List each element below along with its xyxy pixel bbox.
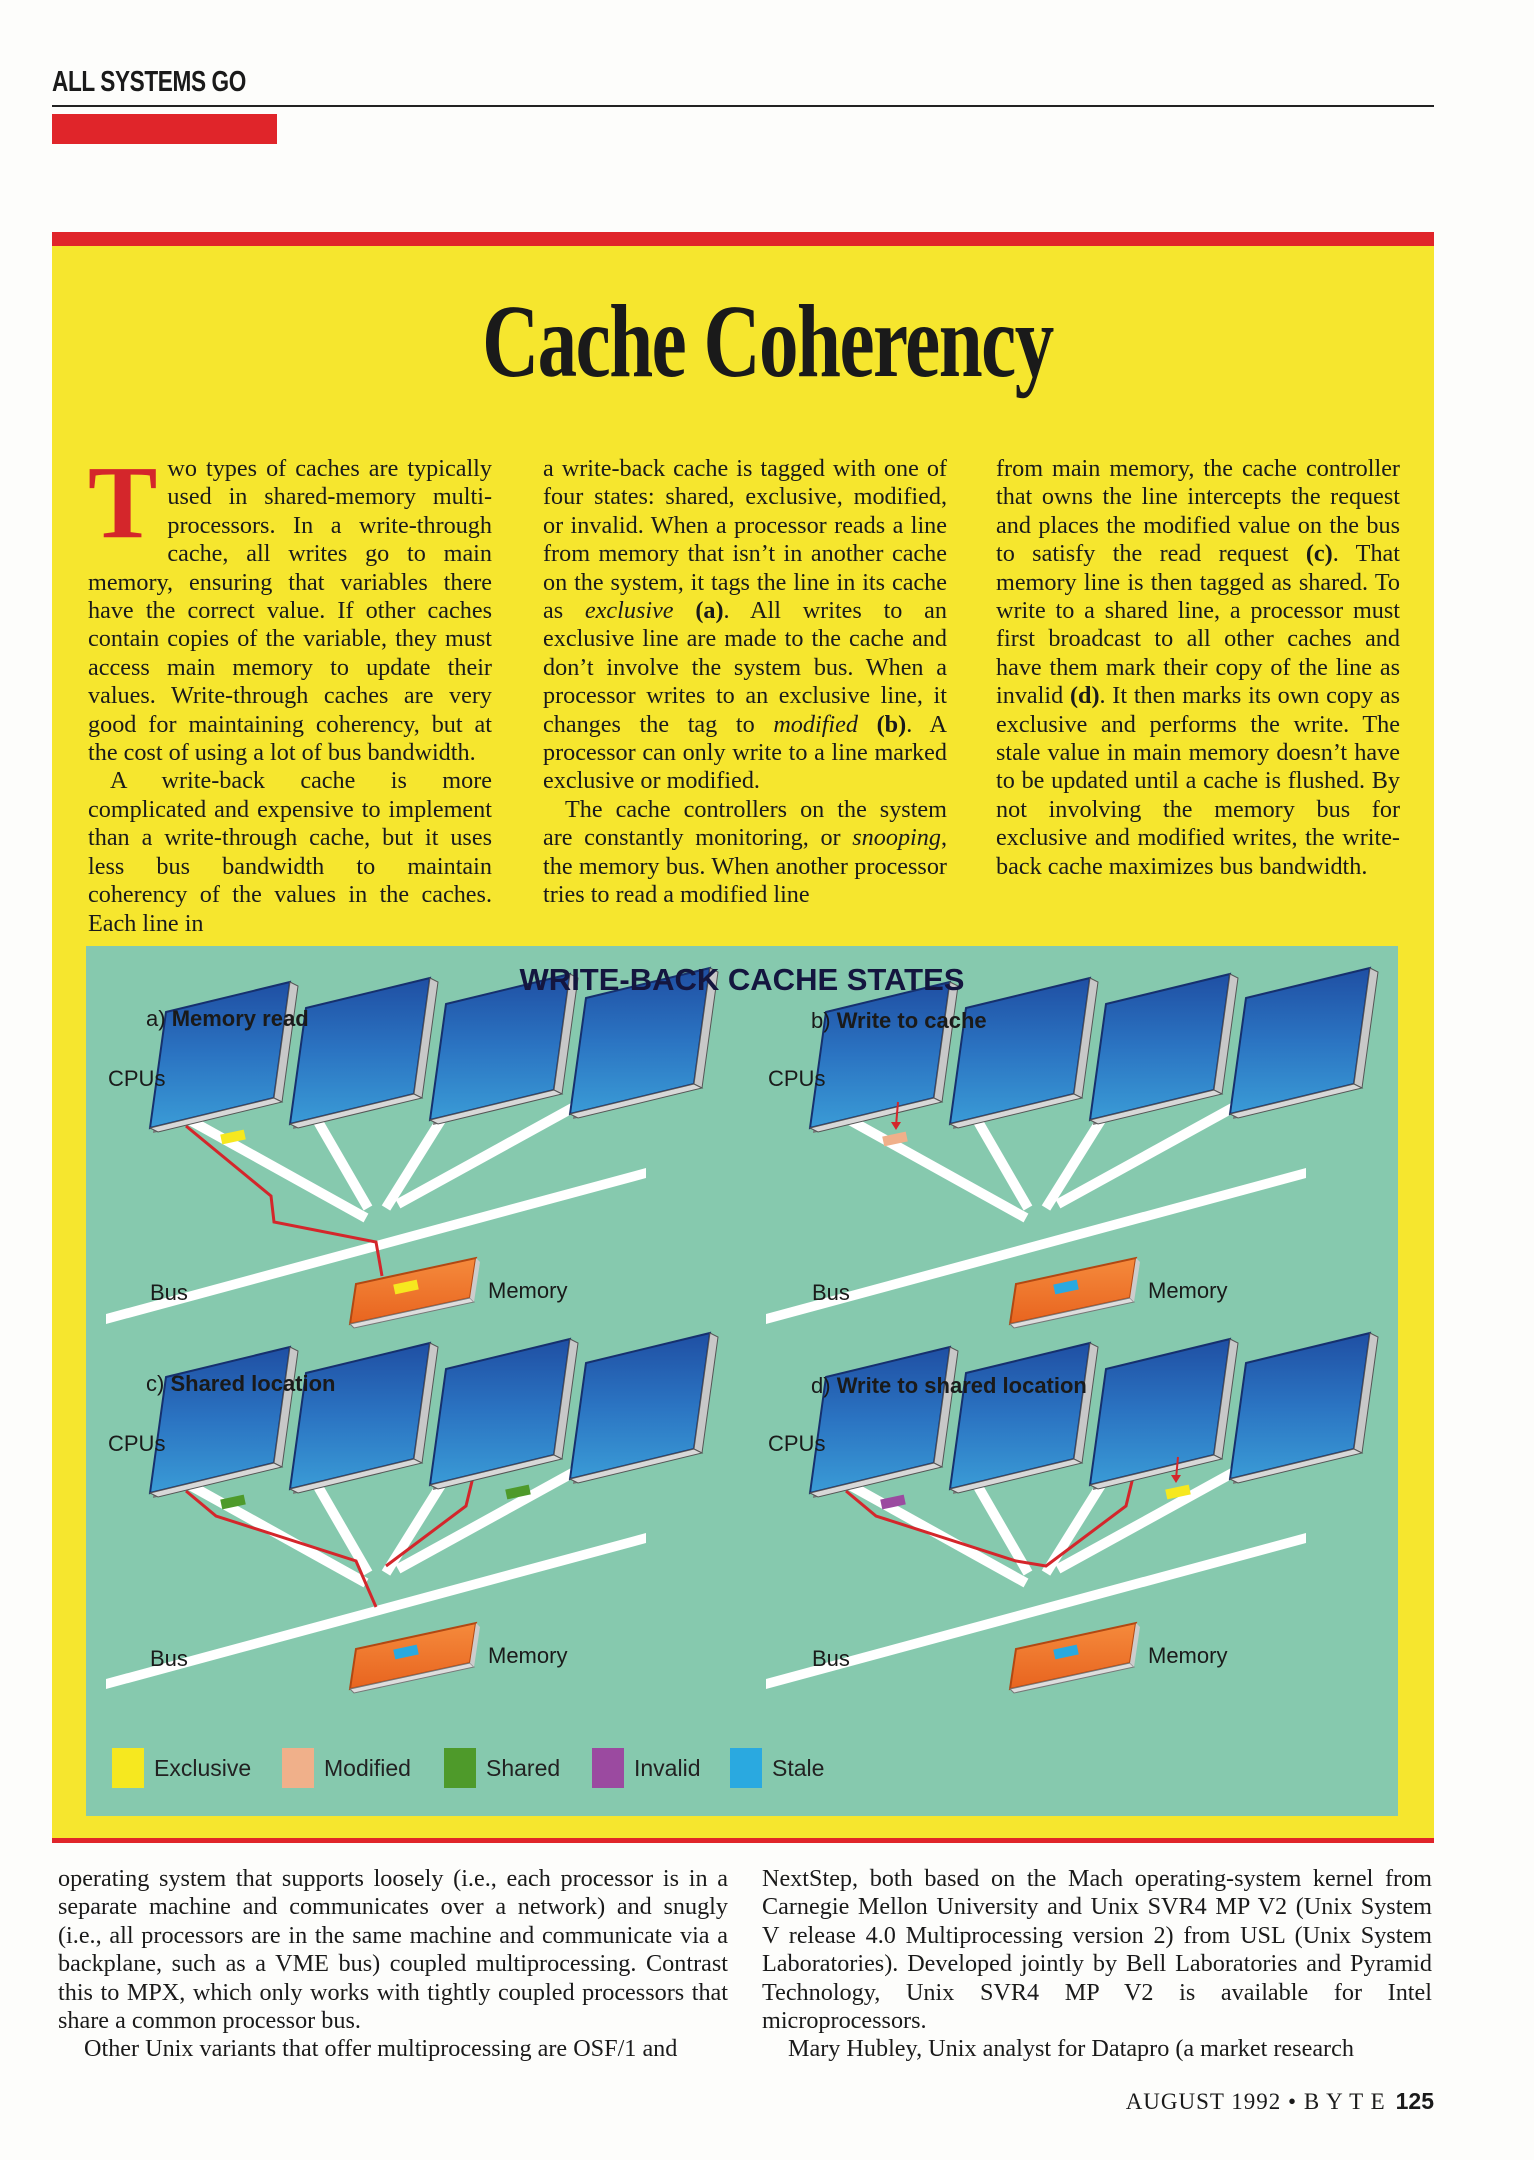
panel-c-bus-label: Bus [150, 1646, 188, 1671]
issue-line: AUGUST 1992 • B Y T E [1125, 2089, 1386, 2114]
cache-states-figure [86, 946, 1398, 1816]
col2-paragraph-2: The cache controllers on the system are constantly monitoring, or snooping, the memory bus. When another processor tries to read a modified line [543, 795, 947, 909]
sidebar-column-1 [88, 445, 492, 938]
panel-c-memory-label: Memory [488, 1643, 568, 1668]
panel-d-caption: d) Write to shared location [811, 1373, 1087, 1398]
page-number: 125 [1395, 2088, 1434, 2114]
panel-d-memory-label: Memory [1148, 1643, 1228, 1668]
legend-swatch [444, 1748, 476, 1788]
article-paragraph: Other Unix variants that offer multiprocessing are OSF/1 and [84, 2035, 678, 2063]
article-paragraph: Mary Hubley, Unix analyst for Datapro (a market research [788, 2035, 1354, 2063]
article-column-right [762, 1865, 1432, 2064]
sidebar-column-2 [543, 455, 947, 910]
article-column-left [58, 1865, 728, 2064]
page-footer [1126, 2088, 1434, 2115]
figure-title: WRITE-BACK CACHE STATES [519, 962, 965, 997]
header-rule [52, 105, 1434, 107]
legend-invalid: Invalid [592, 1748, 700, 1788]
legend-swatch [592, 1748, 624, 1788]
sidebar-bottom-rule [52, 1838, 1434, 1843]
drop-cap: T [88, 445, 158, 560]
panel-b-cpus-label: CPUs [768, 1066, 826, 1091]
legend-shared: Shared [444, 1748, 560, 1788]
legend-swatch [112, 1748, 144, 1788]
col3-paragraph-1: from main memory, the cache controller that owns the line intercepts the request and places the modified value on the bus to satisfy the read request (c). That memory line is then tagged as shared. To write to a shared line, a processor must first broadcast to all other caches and have them mark their copy of the line as invalid (d). It then marks its own copy as exclusive and performs the write. The stale value in main memory doesn’t have to be updated until a cache is flushed. By not involving the memory bus for exclusive and modified writes, the write-back cache maximizes bus bandwidth. [996, 455, 1400, 880]
panel-a-caption: a) Memory read [146, 1006, 309, 1031]
sidebar-top-rule [52, 232, 1434, 246]
panel-b-caption: b) Write to cache [811, 1008, 987, 1033]
sidebar-column-3 [996, 455, 1400, 881]
article-paragraph: operating system that supports loosely (i.e., each processor is in a separate machine and communicates over a network) and snugly (i.e., all processors are in the same machine and communicate via a backplane, such as a VME bus) coupled multiprocessing. Contrast this to MPX, which only works with tightly coupled processors that share a common processor bus. [58, 1865, 728, 2035]
legend-exclusive: Exclusive [112, 1748, 251, 1788]
article-paragraph: NextStep, both based on the Mach operating-system kernel from Carnegie Mellon University and Unix SVR4 MP V2 (Unix System V release 4.0 Multiprocessing version 2) from USL (Unix System Laboratories). Developed jointly by Bell Laboratories and Pyramid Technology, Unix SVR4 MP V2 is available for Intel microprocessors. [762, 1865, 1432, 2035]
legend-modified: Modified [282, 1748, 411, 1788]
col2-paragraph-1: a write-back cache is tagged with one of four states: shared, exclusive, modified, or invalid. When a processor reads a line from memory that isn’t in another cache on the system, it tags the line in its cache as exclusive (a). All writes to an exclusive line are made to the cache and don’t involve the system bus. When a processor writes to an exclusive line, it changes the tag to modified (b). A processor can only write to a line marked exclusive or modified. [543, 455, 947, 795]
figure-graphics [86, 946, 1398, 1816]
section-color-tab [52, 114, 277, 144]
panel-b-memory-label: Memory [1148, 1278, 1228, 1303]
col1-paragraph-2: A write-back cache is more complicated and expensive to implement than a write-through cache, but it uses less bus bandwidth to maintain coherency of the values in the caches. Each line in [88, 767, 492, 937]
panel-d-bus-label: Bus [812, 1646, 850, 1671]
sidebar-title: Cache Coherency [481, 284, 1053, 399]
section-label: ALL SYSTEMS GO [52, 66, 246, 98]
panel-a-cpus-label: CPUs [108, 1066, 166, 1091]
legend-swatch [730, 1748, 762, 1788]
legend-stale: Stale [730, 1748, 824, 1788]
legend-swatch [282, 1748, 314, 1788]
panel-b-bus-label: Bus [812, 1280, 850, 1305]
col1-paragraph-1: wo types of caches are typically used in shared-memory multi-processors. In a write-through cache, all writes go to main memory, ensuring that variables there have the correct value. If other caches contain copies of the variable, they must access main memory to update their values. Write-through caches are very good for maintaining coherency, but at the cost of using a lot of bus bandwidth. [88, 455, 492, 767]
panel-d-cpus-label: CPUs [768, 1431, 826, 1456]
panel-c-caption: c) Shared location [146, 1371, 336, 1396]
panel-c-cpus-label: CPUs [108, 1431, 166, 1456]
panel-a-memory-label: Memory [488, 1278, 568, 1303]
panel-a-bus-label: Bus [150, 1280, 188, 1305]
